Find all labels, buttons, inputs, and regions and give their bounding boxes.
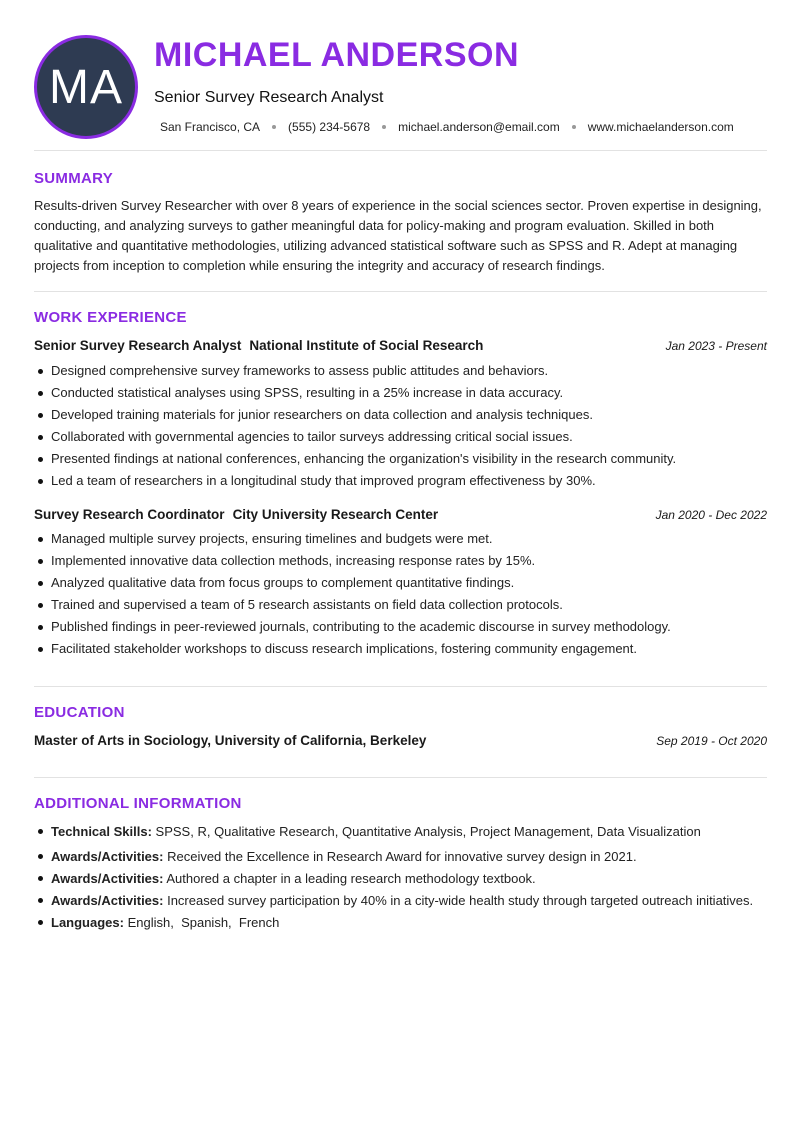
list-item: Presented findings at national conferences, enhancing the organization's visibility in the research community. <box>34 448 774 470</box>
education-dates: Sep 2019 - Oct 2020 <box>656 734 767 748</box>
contact-website: www.michaelanderson.com <box>587 120 734 134</box>
list-item: Published findings in peer-reviewed journals, contributing to the academic discourse in survey methodology. <box>34 616 774 638</box>
list-item: Developed training materials for junior researchers on data collection and analysis techniques. <box>34 404 774 426</box>
info-label: Awards/Activities: <box>51 849 164 864</box>
additional-list <box>34 822 774 935</box>
contact-email: michael.anderson@email.com <box>398 120 560 134</box>
job-dates: Jan 2023 - Present <box>665 339 767 353</box>
list-item: Implemented innovative data collection methods, increasing response rates by 15%. <box>34 550 774 572</box>
job-role: Survey Research Coordinator <box>34 507 225 522</box>
summary-heading: SUMMARY <box>34 170 114 187</box>
summary-text: Results-driven Survey Researcher with over 8 years of experience in the social sciences sector. Proven expertise in designing, conducting, and analyzing surveys to gather meaningful data for policy-making and program evaluation. Skilled in both qualitative and quantitative methodologies, utilizing advanced statistical software such as SPSS and R. Adept at managing projects from inception to completion while ensuring the integrity and accuracy of research findings. <box>34 198 762 273</box>
divider <box>34 291 767 292</box>
list-item: Facilitated stakeholder workshops to discuss research implications, fostering community engagement. <box>34 638 774 660</box>
info-label: Languages: <box>51 915 124 930</box>
job-title-line <box>34 338 483 353</box>
list-item: Conducted statistical analyses using SPSS, resulting in a 25% increase in data accuracy. <box>34 382 774 404</box>
list-item <box>34 891 774 910</box>
separator-dot-icon <box>572 125 576 129</box>
divider <box>34 777 767 778</box>
job-dates: Jan 2020 - Dec 2022 <box>655 508 767 522</box>
job-header <box>34 338 767 353</box>
list-item: Designed comprehensive survey frameworks to assess public attitudes and behaviors. <box>34 360 774 382</box>
info-text: Authored a chapter in a leading research methodology textbook. <box>166 871 536 886</box>
avatar-initials: MA <box>49 60 123 114</box>
list-item: Trained and supervised a team of 5 research assistants on field data collection protocols. <box>34 594 774 616</box>
info-text: English, Spanish, French <box>127 915 280 930</box>
job-header <box>34 507 767 522</box>
separator-dot-icon <box>382 125 386 129</box>
list-item: Analyzed qualitative data from focus groups to complement quantitative findings. <box>34 572 774 594</box>
info-label: Technical Skills: <box>51 824 152 839</box>
job-organization: City University Research Center <box>232 507 439 522</box>
experience-heading: WORK EXPERIENCE <box>34 309 187 326</box>
list-item <box>34 913 774 932</box>
info-label: Awards/Activities: <box>51 871 164 886</box>
contact-location: San Francisco, CA <box>160 120 261 134</box>
job-organization: National Institute of Social Research <box>249 338 484 353</box>
contact-line <box>160 120 734 134</box>
info-text: SPSS, R, Qualitative Research, Quantitative Analysis, Project Management, Data Visualization <box>155 824 701 839</box>
list-item <box>34 869 774 888</box>
candidate-title: Senior Survey Research Analyst <box>154 89 384 106</box>
avatar <box>34 35 138 139</box>
info-text: Received the Excellence in Research Award for innovative survey design in 2021. <box>167 849 637 864</box>
education-degree: Master of Arts in Sociology, University of California, Berkeley <box>34 733 427 748</box>
contact-phone: (555) 234-5678 <box>288 120 371 134</box>
job-title-line <box>34 507 438 522</box>
info-label: Awards/Activities: <box>51 893 164 908</box>
job-role: Senior Survey Research Analyst <box>34 338 242 353</box>
additional-heading: ADDITIONAL INFORMATION <box>34 795 242 812</box>
education-heading: EDUCATION <box>34 704 125 721</box>
job-bullets <box>34 528 774 660</box>
list-item: Managed multiple survey projects, ensuring timelines and budgets were met. <box>34 528 774 550</box>
list-item: Led a team of researchers in a longitudinal study that improved program effectiveness by 30%. <box>34 470 774 492</box>
divider <box>34 150 767 151</box>
info-text: Increased survey participation by 40% in a city-wide health study through targeted outreach initiatives. <box>167 893 754 908</box>
education-entry <box>34 733 767 748</box>
job-bullets <box>34 360 774 492</box>
separator-dot-icon <box>272 125 276 129</box>
candidate-name: MICHAEL ANDERSON <box>154 36 520 74</box>
list-item <box>34 847 774 866</box>
list-item: Collaborated with governmental agencies to tailor surveys addressing critical social issues. <box>34 426 774 448</box>
list-item <box>34 822 774 841</box>
divider <box>34 686 767 687</box>
